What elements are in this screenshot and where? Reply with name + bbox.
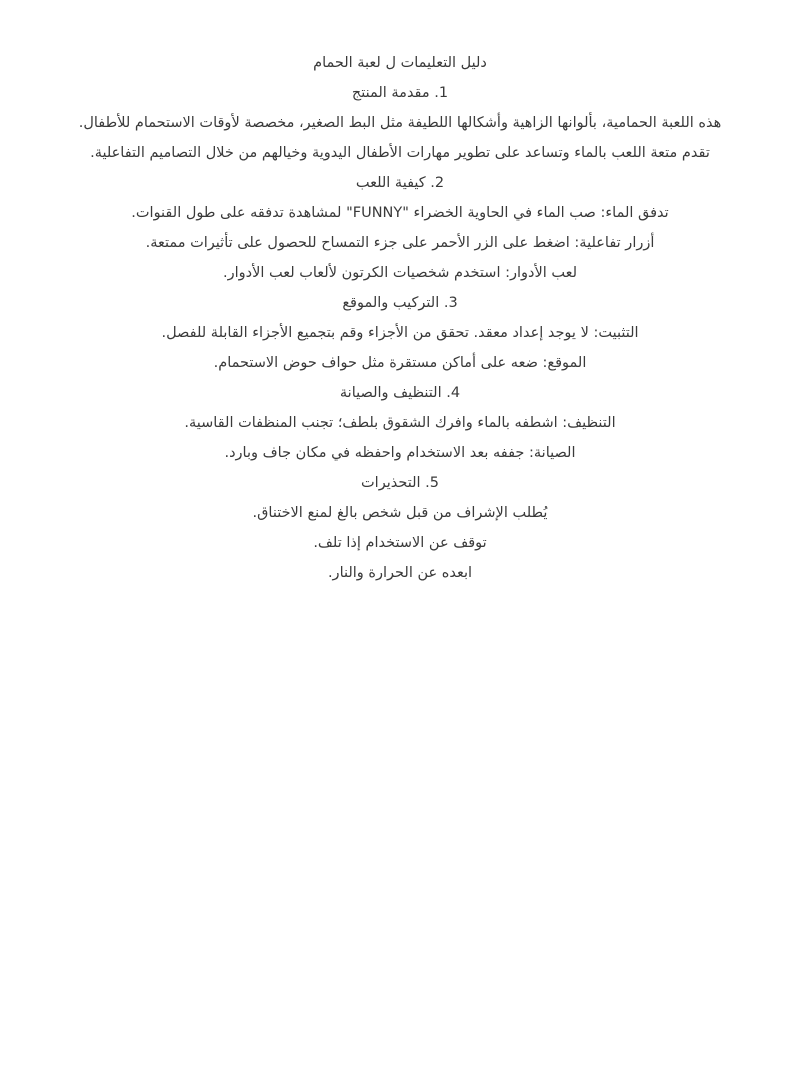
list-item: التثبيت: لا يوجد إعداد معقد. تحقق من الأجزاء وقم بتجميع الأجزاء القابلة للفصل. — [161, 325, 639, 341]
list-item: تدفق الماء: صب الماء في الحاوية الخضراء "FUNNY" لمشاهدة تدفقه على طول القنوات. — [131, 205, 669, 221]
section-heading-installation: 3. التركيب والموقع — [342, 295, 458, 311]
section-heading-intro: 1. مقدمة المنتج — [351, 85, 449, 101]
list-item: لعب الأدوار: استخدم شخصيات الكرتون لألعاب لعب الأدوار. — [222, 265, 578, 281]
list-item: أزرار تفاعلية: اضغط على الزر الأحمر على جزء التمساح للحصول على تأثيرات ممتعة. — [145, 235, 655, 251]
list-item: الموقع: ضعه على أماكن مستقرة مثل حواف حوض الاستحمام. — [213, 355, 587, 371]
list-item: الصيانة: جففه بعد الاستخدام واحفظه في مكان جاف وبارد. — [224, 445, 576, 461]
section-heading-cleaning: 4. التنظيف والصيانة — [339, 385, 461, 401]
section-heading-warnings: 5. التحذيرات — [361, 475, 439, 491]
list-item: توقف عن الاستخدام إذا تلف. — [313, 535, 487, 551]
list-item: ابعده عن الحرارة والنار. — [327, 565, 473, 581]
section-heading-how-to-play: 2. كيفية اللعب — [355, 175, 445, 191]
list-item: التنظيف: اشطفه بالماء وافرك الشقوق بلطف؛ تجنب المنظفات القاسية. — [184, 415, 616, 431]
list-item: يُطلب الإشراف من قبل شخص بالغ لمنع الاختناق. — [252, 505, 548, 521]
section-text-intro: هذه اللعبة الحمامية، بألوانها الزاهية وأشكالها اللطيفة مثل البط الصغير، مخصصة لأوقات الاستحمام للأطفال. تقدم متعة اللعب بالماء وتساعد على تطوير مهارات الأطفال اليدوية وخيالهم من خلال التصاميم التفاعلية. — [78, 115, 722, 161]
instruction-document — [64, 48, 736, 588]
document-title: دليل التعليمات ل لعبة الحمام — [313, 55, 487, 71]
